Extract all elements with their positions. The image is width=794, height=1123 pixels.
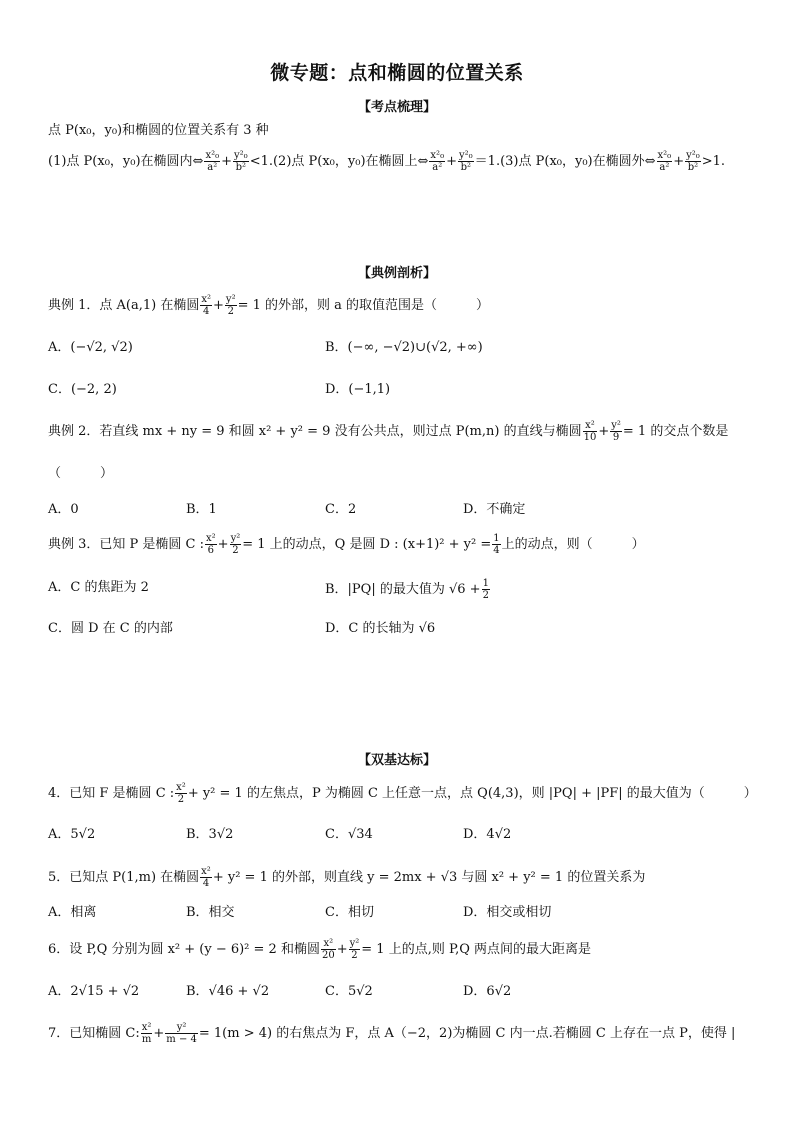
question-5-option-c: C．相切 xyxy=(325,905,374,920)
section-heading-dianli: 【典例剖析】 xyxy=(357,266,436,281)
example-1-option-d: D．(−1,1) xyxy=(325,382,391,397)
example-1-option-b: B．(−∞, −√2)∪(√2, +∞) xyxy=(325,340,483,355)
section-heading-kaodian: 【考点梳理】 xyxy=(357,100,436,115)
question-4-option-d: D．4√2 xyxy=(463,827,512,842)
example-3-option-a: A．C 的焦距为 2 xyxy=(48,580,149,595)
example-2-option-d: D．不确定 xyxy=(463,502,526,517)
fraction: $\frac{\text{y²}}{2}$ xyxy=(349,938,360,961)
kaodian-intro: 点 P(x₀，y₀)和椭圆的位置关系有 3 种 xyxy=(48,123,269,138)
fraction: $\frac{\text{x²₀}}{\text{a²}}$ xyxy=(657,150,672,173)
example-1-option-a: A．(−√2, √2) xyxy=(48,340,133,355)
fraction: $\frac{\text{x²₀}}{\text{a²}}$ xyxy=(430,150,445,173)
example-2-option-b: B．1 xyxy=(186,502,217,517)
fraction: $\frac{\text{y²₀}}{\text{b²}}$ xyxy=(686,150,700,173)
question-6-stem: 6．设 P,Q 分别为圆 x² + (y − 6)² = 2 和椭圆 $\frac{\text{x²}}{20}$ + $\frac{\text{y²}}{2}$ = 1 上的点,则 P,Q 两点间的最大距离是 xyxy=(48,938,592,961)
fraction: $\frac{\text{x²}}{20}$ xyxy=(321,938,335,961)
fraction: $\frac{\text{x²}}{4}$ xyxy=(201,294,212,317)
fraction: $\frac{\text{y²}}{2}$ xyxy=(225,294,236,317)
fraction: $\frac{\text{x²}}{m}$ xyxy=(141,1022,152,1045)
example-2-stem: 典例 2．若直线 mx + ny = 9 和圆 x² + y² = 9 没有公共点，则过点 P(m,n) 的直线与椭圆 $\frac{\text{x²}}{10}$ + $\frac{\text{y²}}{9}$ = 1 的交点个数是 xyxy=(48,420,729,443)
fraction: $\frac{\text{x²}}{2}$ xyxy=(176,782,186,805)
question-6-option-a: A．2√15 + √2 xyxy=(48,984,140,999)
example-2-option-c: C．2 xyxy=(325,502,357,517)
fraction: $\frac{\text{y²₀}}{\text{b²}}$ xyxy=(234,150,248,173)
question-6-option-b: B．√46 + √2 xyxy=(186,984,270,999)
fraction: $\frac{\text{x²}}{4}$ xyxy=(201,866,211,889)
question-5-stem: 5．已知点 P(1,m) 在椭圆 $\frac{\text{x²}}{4}$ + y² = 1 的外部，则直线 y = 2mx + √3 与圆 x² + y² = 1 的位置关系为 xyxy=(48,866,646,889)
fraction: $\frac{\text{y²₀}}{\text{b²}}$ xyxy=(459,150,473,173)
section-heading-shuangji: 【双基达标】 xyxy=(357,753,436,768)
example-2-option-a: A．0 xyxy=(48,502,79,517)
fraction: $\frac{\text{x²₀}}{\text{a²}}$ xyxy=(205,150,220,173)
fraction: $\frac{1}{4}$ xyxy=(493,533,500,556)
fraction: $\frac{\text{x²}}{10}$ xyxy=(583,420,597,443)
page-title: 微专题：点和椭圆的位置关系 xyxy=(270,62,524,84)
example-3-option-b: B．|PQ| 的最大值为 √6 + $\frac{1}{2}$ xyxy=(325,578,489,601)
question-5-option-d: D．相交或相切 xyxy=(463,905,552,920)
kaodian-rules: (1)点 P(x₀，y₀)在椭圆内⇔ $\frac{\text{x²₀}}{\text{a²}}$ + $\frac{\text{y²₀}}{\text{b²}}$ <1.(2)点 P(x₀，y₀)在椭圆上⇔ $\frac{\text{x²₀}}{\text{a²}}$ + $\frac{\text{y²₀}}{\text{b²}}$ ＝1.(3)点 P(x₀，y₀)在椭圆外⇔ $\frac{\text{x²₀}}{\text{a²}}$ + $\frac{\text{y²₀}}{\text{b²}}$ >1. xyxy=(48,150,726,173)
question-4-option-a: A．5√2 xyxy=(48,827,96,842)
fraction: $\frac{\text{y²}}{9}$ xyxy=(611,420,621,443)
example-3-option-c: C．圆 D 在 C 的内部 xyxy=(48,621,173,636)
question-6-option-d: D．6√2 xyxy=(463,984,512,999)
question-4-stem: 4．已知 F 是椭圆 C : $\frac{\text{x²}}{2}$ + y² = 1 的左焦点，P 为椭圆 C 上任意一点，点 Q(4,3)，则 |PQ| + |PF| 的最大值为（ ） xyxy=(48,782,757,805)
question-5-option-a: A．相离 xyxy=(48,905,97,920)
question-5-option-b: B．相交 xyxy=(186,905,235,920)
fraction: $\frac{1}{2}$ xyxy=(482,578,489,601)
question-4-option-c: C．√34 xyxy=(325,827,373,842)
fraction: $\frac{\text{y²}}{2}$ xyxy=(230,533,241,556)
example-3-stem: 典例 3．已知 P 是椭圆 C : $\frac{\text{x²}}{6}$ + $\frac{\text{y²}}{2}$ = 1 上的动点，Q 是圆 D : (x+1)² + y² = $\frac{1}{4}$ 上的动点，则（ ） xyxy=(48,533,645,556)
example-3-option-d: D．C 的长轴为 √6 xyxy=(325,621,436,636)
question-7-stem: 7．已知椭圆 C: $\frac{\text{x²}}{m}$ + $\frac{\text{y²}}{m - 4}$ = 1(m > 4) 的右焦点为 F，点 A（−2，2)为椭圆 C 内一点.若椭圆 C 上存在一点 P，使得 | xyxy=(48,1022,736,1045)
example-1-option-c: C．(−2, 2) xyxy=(48,382,117,397)
example-1-stem: 典例 1．点 A(a,1) 在椭圆 $\frac{\text{x²}}{4}$ + $\frac{\text{y²}}{2}$ = 1 的外部，则 a 的取值范围是（ ） xyxy=(48,294,490,317)
fraction: $\frac{\text{x²}}{6}$ xyxy=(206,533,216,556)
question-6-option-c: C．5√2 xyxy=(325,984,373,999)
fraction: $\frac{\text{y²}}{m - 4}$ xyxy=(166,1022,197,1045)
question-4-option-b: B．3√2 xyxy=(186,827,234,842)
example-2-answer-paren: （ ） xyxy=(48,466,114,481)
